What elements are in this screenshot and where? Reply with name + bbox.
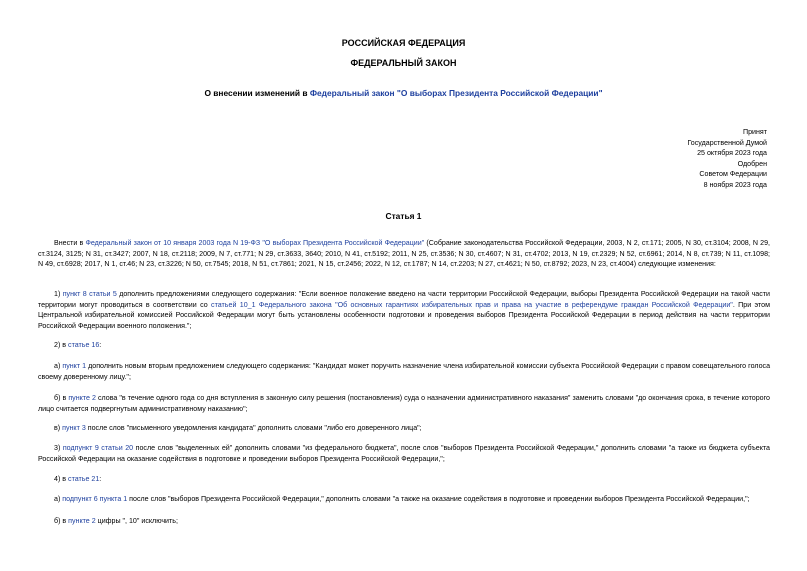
law-title-link[interactable]: Федеральный закон "О выборах Президента Российской Федерации" (309, 88, 603, 98)
paragraph-2b: б) в пункте 2 слова "в течение одного года со дня вступления в законную силу решения (постановления) суда о назначении административного наказания" заменить словами "до окончания срока, в течение которого лицо считается подвергнутым административному наказанию"; (38, 394, 770, 413)
law-title-prefix: О внесении изменений в (204, 88, 310, 98)
law-type-heading: ФЕДЕРАЛЬНЫЙ ЗАКОН (350, 58, 457, 68)
paragraph-4b: б) в пункте 2 цифры ", 10" исключить; (54, 517, 178, 525)
acceptance-line: Одобрен (737, 159, 767, 168)
p4b-link[interactable]: пункте 2 (68, 517, 96, 525)
p3-link[interactable]: подпункт 9 статьи 20 (62, 444, 134, 452)
p2a-link[interactable]: пункт 1 (62, 362, 87, 370)
p2-link[interactable]: статье 16 (68, 341, 100, 349)
paragraph-2c: в) пункт 3 после слов "письменного уведомления кандидата" дополнить словами "либо его доверенного лица"; (54, 424, 422, 432)
acceptance-line: Государственной Думой (687, 138, 767, 147)
p1-link-2[interactable]: статьей 10_1 Федерального закона "Об основных гарантиях избирательных прав и права на участие в референдуме граждан Российской Федерации" (211, 300, 733, 309)
p2b-link[interactable]: пункте 2 (68, 394, 96, 402)
acceptance-block (687, 127, 767, 190)
p2c-link[interactable]: пункт 3 (62, 424, 86, 432)
intro-law-link[interactable]: Федеральный закон от 10 января 2003 года N 19-ФЗ "О выборах Президента Российской Федерации" (85, 239, 425, 247)
paragraph-2a: а) пункт 1 дополнить новым вторым предложением следующего содержания: "Кандидат может поручить назначение члена избирательной комиссии субъекта Российской Федерации с правом совещательного голоса своему доверенному лицу."; (38, 362, 771, 381)
federation-heading: РОССИЙСКАЯ ФЕДЕРАЦИЯ (341, 38, 466, 48)
article-heading: Статья 1 (385, 211, 422, 221)
paragraph-4a: а) подпункт 6 пункта 1 после слов "выборов Президента Российской Федерации," дополнить словами "а также на оказание содействия в подготовке и проведении выборов Президента Российской Федерации,"; (54, 495, 750, 503)
paragraph-1: 1) пункт 8 статьи 5 дополнить предложениями следующего содержания: "Если военное положение введено на части территории Российской Федерации, выборы Президента Российской Федерации на такой части территории могут проводиться в соответствии со статьей 10_1 Федерального закона "Об основных гарантиях избирательных прав и права на участие в референдуме граждан Российской Федерации". При этом Центральной избирательной комиссией Российской Федерации могут быть установлены особенности подготовки и проведения выборов Президента Российской Федерации в период действия на части территории Российской Федерации военного положения."; (38, 290, 771, 330)
acceptance-line: 8 ноября 2023 года (703, 180, 767, 189)
article-intro: Внести в Федеральный закон от 10 января 2003 года N 19-ФЗ "О выборах Президента Российской Федерации" (Собрание законодательства Российской Федерации, 2003, N 2, ст.171; 2005, N 30, ст.3104; 2008, N 29, ст.3124, 3125; N 31, ст.3427; 2007, N 18, ст.2118; 2009, N 7, ст.771; N 29, ст.3633, 3640; 2010, N 41, ст.5192; 2011, N 25, ст.3536; N 30, ст.4607; N 31, ст.4702; 2013, N 19, ст.2329; N 52, ст.6961; 2014, N 8, ст.739; N 11, ст.1098; N 49, ст.6928; 2017, N 1, ст.46; N 23, ст.3226; N 50, ст.7545; 2018, N 51, ст.7861; 2021, N 15, ст.2456; 2022, N 12, ст.1787; N 14, ст.2203; N 27, ст.4621; N 50, ст.8792; 2023, N 23, ст.4004) следующие изменения: (38, 239, 771, 269)
p4-link[interactable]: статье 21 (68, 475, 100, 483)
p1-link-1[interactable]: пункт 8 статьи 5 (62, 290, 117, 298)
paragraph-2: 2) в статье 16: (54, 341, 102, 349)
acceptance-line: 25 октября 2023 года (697, 149, 767, 157)
paragraph-3: 3) подпункт 9 статьи 20 после слов "выделенных ей" дополнить словами "из федерального бюджета", после слов "выборов Президента Российской Федерации," дополнить словами "а также из бюджета субъекта Российской Федерации на оказание содействия в подготовке и проведении выборов Президента Российской Федерации,"; (38, 444, 771, 463)
acceptance-line: Принят (742, 128, 767, 136)
p4a-link[interactable]: подпункт 6 пункта 1 (62, 495, 128, 503)
law-title (0, 88, 807, 99)
acceptance-line: Советом Федерации (699, 170, 767, 178)
paragraph-4: 4) в статье 21: (54, 475, 102, 483)
